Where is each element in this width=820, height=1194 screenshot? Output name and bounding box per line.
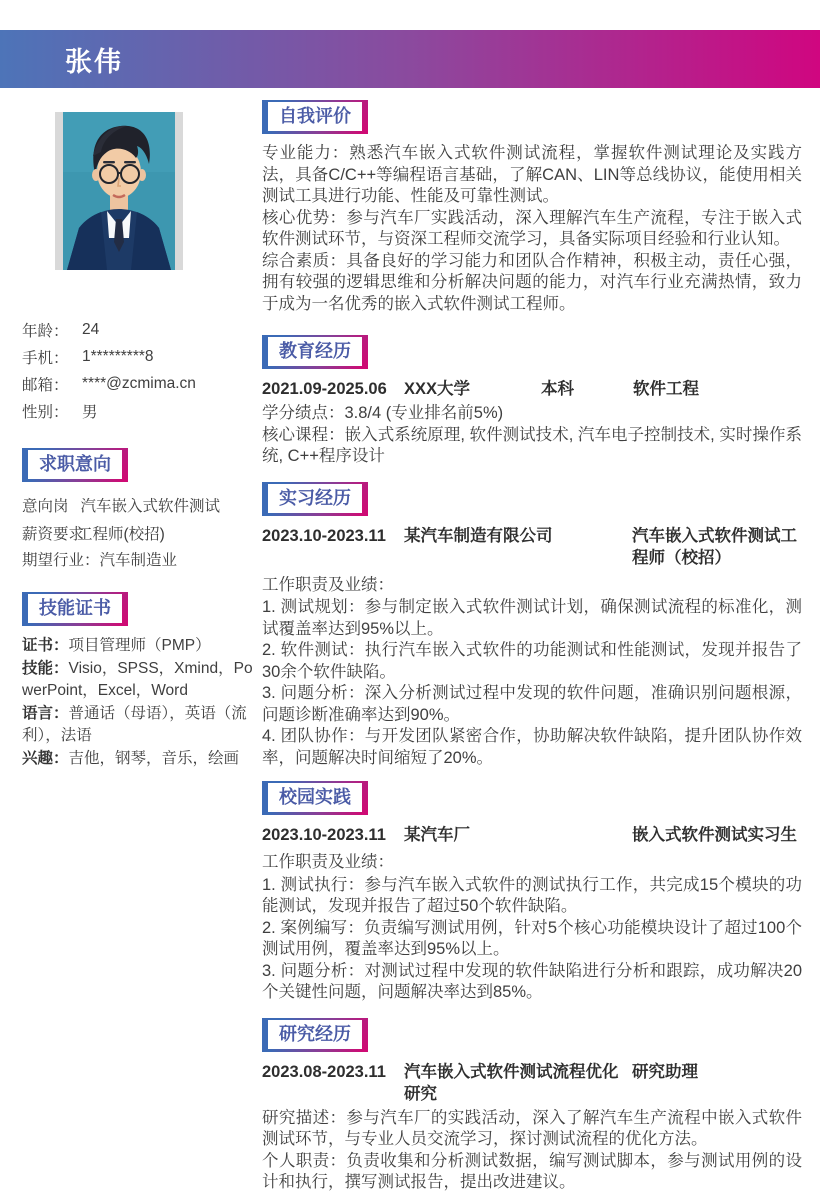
internship-bullets <box>262 597 802 769</box>
job-intent-overlapped-row <box>22 518 254 545</box>
info-email-label: 邮箱： <box>22 376 69 394</box>
job-intent-position-overflow: 工程师(校招) <box>77 526 165 543</box>
internship-bullet-2: 2. 软件测试：执行汽车嵌入式软件的功能测试和性能测试，发现并报告了30余个软件缺陷。 <box>262 641 802 681</box>
campus-org: 某汽车厂 <box>404 826 470 844</box>
self-evaluation-p2: 核心优势：参与汽车厂实践活动，深入理解汽车生产流程，专注于嵌入式软件测试环节，与资深工程师交流学习，具备实际项目经验和行业认知。 <box>262 208 802 248</box>
campus-position: 嵌入式软件测试实习生 <box>632 826 797 844</box>
skill-tools-label: 技能： <box>22 659 69 677</box>
campus-bullets <box>262 875 802 1004</box>
education-date: 2021.09-2025.06 <box>262 380 387 398</box>
education-courses: 核心课程：嵌入式系统原理, 软件测试技术, 汽车电子控制技术, 实时操作系统, C++程序设计 <box>262 425 802 465</box>
section-job-intent <box>22 448 254 572</box>
skill-hobbies-label: 兴趣： <box>22 749 69 767</box>
info-gender-label: 性别： <box>22 403 69 421</box>
info-email-value: ****@zcmima.cn <box>82 374 196 392</box>
job-intent-position-value: 汽车嵌入式软件测试 <box>80 497 221 515</box>
research-role: 研究助理 <box>632 1062 698 1081</box>
job-intent-position-row <box>22 491 254 518</box>
skill-item-languages <box>22 703 254 748</box>
section-title-job-intent: 求职意向 <box>22 448 128 482</box>
campus-intro: 工作职责及业绩： <box>262 853 394 871</box>
sidebar <box>22 112 254 770</box>
info-gender-value: 男 <box>82 403 98 421</box>
self-evaluation-p1: 专业能力：熟悉汽车嵌入式软件测试流程，掌握软件测试理论及实践方法，具备C/C++等编程语言基础，了解CAN、LIN等总线协议，能使用相关测试工具进行功能、性能及可靠性测试。 <box>262 144 802 205</box>
skill-certificate-label: 证书： <box>22 637 69 654</box>
skill-tools-value: Visio，SPSS，Xmind，PowerPoint，Excel，Word <box>22 659 253 699</box>
section-title-campus-practice: 校园实践 <box>262 781 368 815</box>
campus-bullet-1: 1. 测试执行：参与汽车嵌入式软件的测试执行工作，共完成15个模块的功能测试，发现并报告了超过50个软件缺陷。 <box>262 875 802 915</box>
section-title-internship: 实习经历 <box>262 482 368 516</box>
internship-company: 某汽车制造有限公司 <box>404 526 553 545</box>
education-row <box>262 378 802 400</box>
education-details <box>262 403 802 468</box>
section-internship <box>262 468 802 770</box>
campus-bullet-3: 3. 问题分析：对测试过程中发现的软件缺陷进行分析和跟踪，成功解决20个关键性问题，问题解决率达到85%。 <box>262 961 802 1001</box>
internship-position: 汽车嵌入式软件测试工程师（校招） <box>632 526 797 567</box>
skills-list <box>22 635 254 770</box>
job-intent-salary-label: 薪资要求 <box>22 526 85 543</box>
internship-bullet-4: 4. 团队协作：与开发团队紧密合作，协助解决软件缺陷，提升团队协作效率，问题解决时间缩短了20%。 <box>262 727 802 767</box>
research-row <box>262 1061 802 1105</box>
research-date: 2023.08-2023.11 <box>262 1062 386 1081</box>
skill-languages-label: 语言： <box>22 704 69 722</box>
section-campus-practice <box>262 769 802 1004</box>
skill-certificate-value: 项目管理师（PMP） <box>68 637 211 654</box>
internship-intro: 工作职责及业绩： <box>262 575 394 594</box>
personal-info <box>22 316 254 424</box>
job-intent-industry-row <box>22 545 254 572</box>
info-age-label: 年龄： <box>22 322 69 340</box>
internship-date: 2023.10-2023.11 <box>262 526 386 545</box>
research-details <box>262 1108 802 1194</box>
job-intent-position-label: 意向岗 <box>22 497 69 515</box>
info-age-value: 24 <box>82 320 100 338</box>
research-project: 汽车嵌入式软件测试流程优化研究 <box>404 1062 619 1103</box>
section-education <box>262 315 802 468</box>
skill-hobbies-value: 吉他，钢琴，音乐，绘画 <box>68 749 240 767</box>
campus-bullet-2: 2. 案例编写：负责编写测试用例，针对5个核心功能模块设计了超过100个测试用例，覆盖率达到95%以上。 <box>262 918 802 958</box>
section-self-evaluation <box>262 100 802 315</box>
section-research <box>262 1004 802 1194</box>
info-email <box>22 370 254 397</box>
header-banner <box>0 30 820 88</box>
self-evaluation-p3: 综合素质：具备良好的学习能力和团队合作精神，积极主动，责任心强，拥有较强的逻辑思维和分析解决问题的能力，对汽车行业充满热情，致力于成为一名优秀的嵌入式软件测试工程师。 <box>262 251 802 313</box>
skill-item-tools <box>22 658 254 703</box>
skill-item-certificate <box>22 635 254 658</box>
campus-date: 2023.10-2023.11 <box>262 826 386 844</box>
info-age <box>22 316 254 343</box>
info-phone <box>22 343 254 370</box>
research-description: 研究描述：参与汽车厂的实践活动，深入了解汽车生产流程中嵌入式软件测试环节，与专业人员交流学习，探讨测试流程的优化方法。 <box>262 1108 802 1148</box>
education-degree: 本科 <box>541 380 574 398</box>
job-intent-content <box>22 491 254 572</box>
job-intent-industry: 期望行业：汽车制造业 <box>22 551 178 569</box>
education-school: XXX大学 <box>404 380 471 398</box>
self-evaluation-text <box>262 143 802 315</box>
info-phone-value: 1*********8 <box>82 347 154 365</box>
internship-row <box>262 525 802 569</box>
internship-bullet-1: 1. 测试规划：参与制定嵌入式软件测试计划，确保测试流程的标准化，测试覆盖率达到95%以上。 <box>262 598 802 638</box>
education-major: 软件工程 <box>633 380 699 398</box>
research-responsibility: 个人职责：负责收集和分析测试数据，编写测试脚本，参与测试用例的设计和执行，撰写测试报告，提出改进建议。 <box>262 1151 802 1191</box>
section-title-research: 研究经历 <box>262 1018 368 1052</box>
section-title-education: 教育经历 <box>262 335 368 369</box>
section-title-self-evaluation: 自我评价 <box>262 100 368 134</box>
candidate-name: 张伟 <box>65 46 123 77</box>
main-column <box>262 100 802 1194</box>
section-title-skills: 技能证书 <box>22 592 128 626</box>
campus-row <box>262 824 802 846</box>
profile-photo-illustration <box>63 112 175 270</box>
education-gpa: 学分绩点：3.8/4 (专业排名前5%) <box>262 404 504 422</box>
skill-item-hobbies <box>22 748 254 771</box>
info-gender <box>22 397 254 424</box>
skill-languages-value: 普通话（母语），英语（流利），法语 <box>22 704 247 744</box>
profile-photo <box>55 112 183 270</box>
section-skills <box>22 592 254 770</box>
info-phone-label: 手机： <box>22 349 69 367</box>
internship-bullet-3: 3. 问题分析：深入分析测试过程中发现的软件问题，准确识别问题根源，问题诊断准确率达到90%。 <box>262 684 802 724</box>
